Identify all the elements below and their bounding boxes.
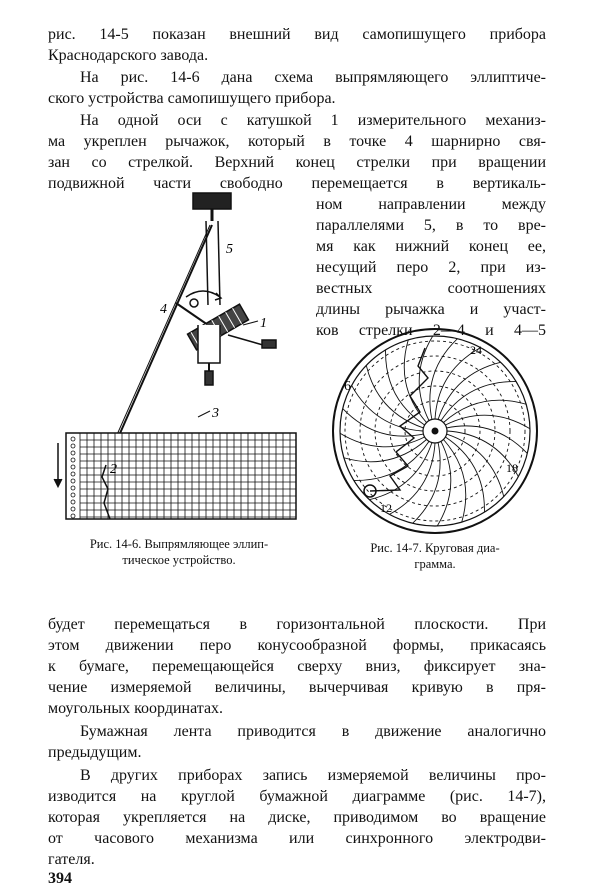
figure-14-7-caption: Рис. 14-7. Круговая диа- грамма. bbox=[370, 541, 500, 571]
text-line: длины рычажка и участ- bbox=[316, 301, 546, 318]
hour-18: 18 bbox=[506, 461, 518, 475]
text-line: На одной оси с катушкой 1 измерительного механиз- bbox=[80, 112, 546, 129]
text-line: чение измеряемой величины, вычерчивая кривую в пря- bbox=[48, 679, 546, 696]
text-line: ма укреплен рычажок, который в точке 4 шарнирно свя- bbox=[48, 133, 546, 150]
text-line: от часового механизма или синхронного электродви- bbox=[48, 830, 546, 847]
text-line: этом движении перо конусообразной формы, прикасаясь bbox=[48, 637, 546, 654]
text-line: предыдущим. bbox=[48, 744, 142, 761]
text-line: На рис. 14-6 дана схема выпрямляющего эллиптиче- bbox=[80, 69, 546, 86]
page-number: 394 bbox=[48, 870, 72, 887]
text-line: будет перемещаться в горизонтальной плоскости. При bbox=[48, 616, 546, 633]
hour-24: 24 bbox=[470, 343, 482, 357]
label-5: 5 bbox=[226, 242, 233, 257]
hour-12: 12 bbox=[380, 501, 392, 515]
hour-6: 6 bbox=[344, 379, 351, 394]
text-line: ном направлении между bbox=[316, 196, 546, 213]
label-3: 3 bbox=[212, 406, 219, 421]
text-line: параллелями 5, в то вре- bbox=[316, 217, 546, 234]
text-line: зан со стрелкой. Верхний конец стрелки при вращении bbox=[48, 154, 546, 171]
text-line: гателя. bbox=[48, 851, 95, 868]
text-line: подвижной части свободно перемещается в вертикаль- bbox=[48, 175, 546, 192]
text-line: которая укрепляется на диске, приводимом во вращение bbox=[48, 809, 546, 826]
figure-14-6-diagram bbox=[58, 185, 308, 525]
text-line: мя как нижний конец ее, bbox=[316, 238, 546, 255]
text-line: рис. 14-5 показан внешний вид самопишущего прибора bbox=[48, 26, 546, 43]
figure-14-7-circular-chart bbox=[330, 326, 540, 536]
text-line: к бумаге, перемещающейся сверху вниз, фиксирует зна- bbox=[48, 658, 546, 675]
text-line: изводится на круглой бумажной диаграмме (рис. 14-7), bbox=[48, 788, 546, 805]
paper-tape bbox=[54, 433, 296, 519]
label-1: 1 bbox=[260, 316, 267, 331]
text-line: несущий перо 2, при из- bbox=[316, 259, 546, 276]
text-line: Краснодарского завода. bbox=[48, 47, 209, 64]
figure-14-6-caption: Рис. 14-6. Выпрямляющее эллип- тическое устройство. bbox=[89, 537, 269, 567]
text-line: вестных соотношениях bbox=[316, 280, 546, 297]
label-4: 4 bbox=[160, 302, 167, 317]
text-line: ков стрелки 2—4 и 4—5 bbox=[316, 322, 546, 339]
label-2: 2 bbox=[110, 462, 117, 477]
text-line: ского устройства самопишущего прибора. bbox=[48, 90, 336, 107]
text-line: моугольных координатах. bbox=[48, 700, 224, 717]
clamp-head bbox=[193, 193, 231, 209]
text-line: В других приборах запись измеряемой величины про- bbox=[80, 767, 546, 784]
text-line: Бумажная лента приводится в движение аналогично bbox=[80, 723, 546, 740]
